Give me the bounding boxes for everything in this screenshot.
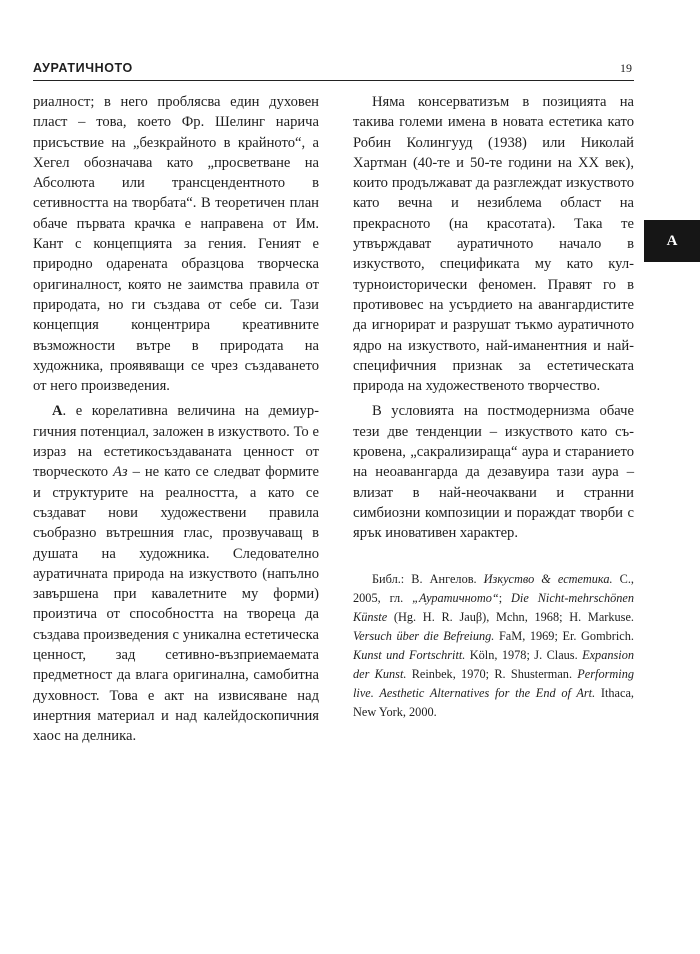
biblio-title: Expansion der Kunst. [353, 647, 634, 681]
letter-thumb-tab [644, 220, 700, 262]
paragraph [33, 401, 319, 746]
page-number: 19 [620, 61, 632, 75]
paragraph-text: – не като се следват формите и структурите на реалността, а като се създават нови художествени правила съобразно вътрешния глас, прозвучаващ в душата на художника. Следователно ауратичната природа на изкуството (напълно завършена при кавалетните му форми) произтича от способността на твореца да създава произведения с уникална естетическа ценност, зад сетивно-възприемаемата предметност да влага оригинална, самобитна духовност. Това е акт на извисяване над инертния материал и над калейдоскопичния хаос на делника. [33, 464, 320, 745]
thumb-tab-letter: A [666, 232, 678, 249]
left-column [33, 92, 319, 747]
biblio-title: „Ауратичното“ [412, 590, 499, 605]
biblio-text: (Hg. H. R. Jauβ), Mchn, 1968; H. Markuse. [387, 609, 634, 624]
biblio-text: С., 2005, гл. [353, 571, 634, 605]
biblio-text: Reinbek, 1970; R. Shusterman. [406, 667, 578, 681]
biblio-text: Köln, 1978; J. Claus. [465, 647, 583, 662]
biblio-title: Kunst und Fortschritt. [353, 647, 466, 662]
italic-term: Аз [112, 464, 128, 481]
page-header [33, 60, 634, 81]
biblio-title: Versuch über die Befreiung. [353, 628, 495, 643]
biblio-text: ; [498, 590, 512, 605]
biblio-text: Ithaca, New York, 2000. [353, 686, 634, 720]
paragraph: риалност; в него проблясва един духовен пласт – това, което Фр. Шелинг нарича присъствие на „безкрайното в крайното“, а Хегел обозначава като „просветване на Абсолюта или трансцендентното в сетивността на творбата“. В теоретичен план обаче първата крачка е направена от Им. Кант с концепцията за гения. Геният е природно одарената образцова творческа оригиналност, която не заимства правила от природата, но ги създава от себе си. Тази концепция концентрира креативните възможности вътре в природата на художника, проявяващи се чрез създаването от него произведения. [33, 94, 319, 395]
paragraph-text: . е корелативна величина на демиургичния потенциал, заложен в изкуството. То е израз на естетикосъздаваната ценност от творческото [33, 403, 319, 481]
biblio-text: FaM, 1969; Er. Gombrich. [494, 628, 634, 643]
running-head: АУРАТИЧНОТО [33, 61, 133, 75]
entry-abbreviation: А [52, 403, 63, 420]
paragraph: Няма консерватизъм в позицията на такива големи имена в новата естетика като Робин Колингууд (1938) или Николай Хартман (40-те и 50-те години на XX век), които продължават да разглеждат изкуството като вечна и незиблема област на прекрасното (на красотата). Така те утвърждават ауратичното начало в изкуството, спецификата му като културноисторически феномен. Правят го в противовес на усърдието на авангардистите да игнорират и разрушат тъкмо ауратичното ядро на изкуството, най-иманентния и най-специфичния признак за естетическата природа на художественото творчество. [353, 94, 634, 395]
biblio-text: Библ.: В. Ангелов. [372, 571, 484, 586]
right-column [353, 92, 634, 722]
biblio-title: Performing live. Aesthetic Alternatives for the End of Art. [353, 667, 634, 701]
paragraph: В условията на постмодернизма обаче тези две тенденции – изкуството като съкровена, „сакрализираща“ аура и старанието на неоавангарда да дезавуира тази аура – влизат в най-неочаквани и странни симбиозни композиции и пораждат творби с ярък иновативен характер. [353, 403, 634, 542]
bibliography [353, 570, 634, 723]
biblio-title: Die Nicht-mehrschönen Künste [353, 590, 635, 624]
biblio-title: Изкуство & естетика. [483, 571, 613, 586]
